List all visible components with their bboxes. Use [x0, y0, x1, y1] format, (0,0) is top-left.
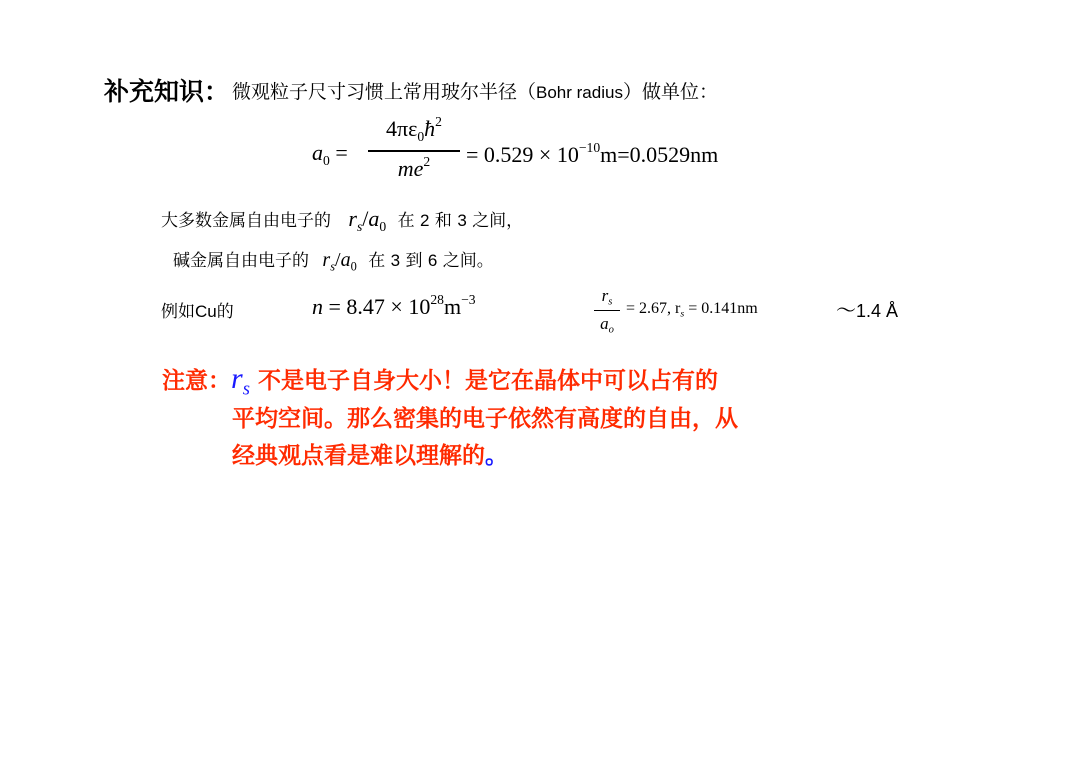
cu-density-formula: $n = 8.47 \times 10^{28}m^{-3}$ [312, 292, 476, 320]
formula-fraction [368, 114, 460, 186]
formula-denominator: $me^2$ [397, 154, 431, 182]
heading-rest-en: Bohr radius [536, 83, 623, 102]
heading-title: 补充知识： [104, 77, 230, 106]
heading-rest-tail: ）做单位： [622, 81, 718, 103]
cu-ratio-values: = 2.67, $r_s = 0.141nm$ [626, 300, 758, 320]
cu-fraction-bar [594, 310, 620, 311]
cu-ratio-denominator: $a_o$ [600, 314, 614, 336]
heading-description [232, 77, 718, 104]
cu-ratio-numerator: $r_s$ [601, 286, 613, 308]
formula-rhs: = $0.529 \times 10^{-10}m=0.0529nm$ [466, 140, 719, 168]
note-line-2: 平均空间。那么密集的电子依然有高度的自由，从 [232, 406, 738, 432]
cu-example-prefix: 例如Cu的 [161, 302, 234, 322]
metals-ratio-line: 大多数金属自由电子的 $r_s/a_0$ 在 2 和 3 之间， [161, 206, 524, 234]
formula-lhs: $a_0$ = [312, 140, 348, 168]
note-line-1: 注意：$r_s$ 不是电子自身大小！是它在晶体中可以占有的 [162, 362, 718, 400]
fraction-bar [368, 150, 460, 152]
cu-ratio-fraction [594, 286, 620, 342]
alkali-ratio-line: 碱金属自由电子的 $r_s/a_0$ 在 3 到 6 之间。 [173, 249, 494, 274]
heading-rest-cn: 微观粒子尺寸习惯上常用玻尔半径（ [232, 81, 537, 103]
note-line-3: 经典观点看是难以理解的。 [232, 443, 508, 469]
formula-numerator: $4\pi\varepsilon_0ħ^2$ [386, 114, 442, 144]
cu-approx-value: ～1.4 Å [836, 298, 899, 322]
